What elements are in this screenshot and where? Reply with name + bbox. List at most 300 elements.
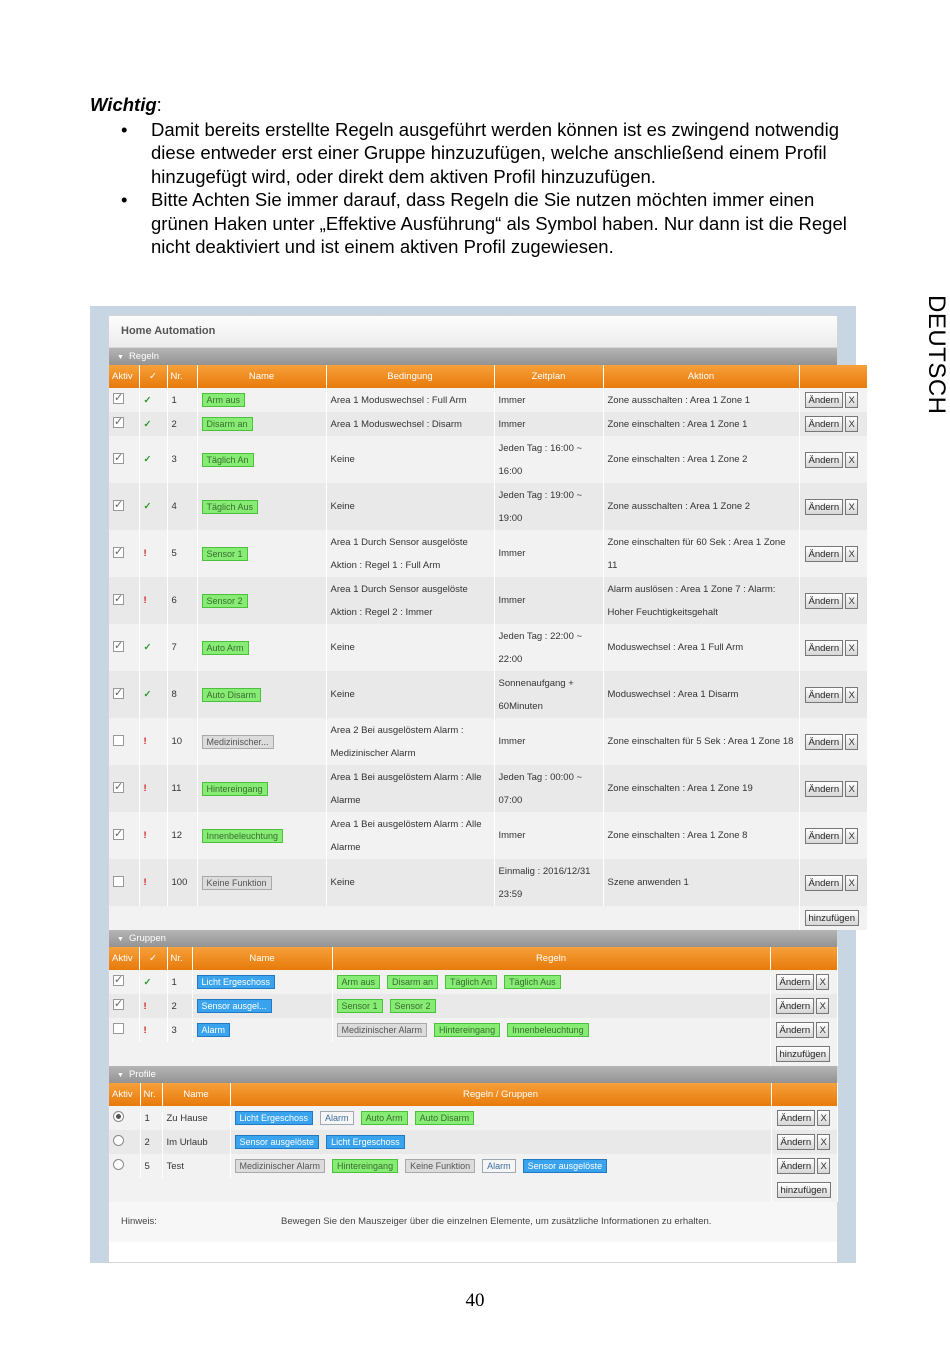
aktiv-cell [109,1154,140,1178]
profile-radio[interactable] [113,1159,124,1170]
aktiv-cell [109,671,139,718]
profile-item-tag[interactable]: Sensor ausgelöste [235,1135,320,1149]
warning-icon: ! [143,595,147,606]
rule-name-tag[interactable]: Auto Disarm [202,688,262,702]
rule-number: 1 [167,388,197,412]
profile-items-cell [230,1106,771,1130]
edit-button[interactable]: Ändern [805,392,844,408]
row-actions [799,859,867,906]
active-checkbox[interactable] [113,999,124,1010]
table-row [109,671,867,718]
section-header-profile[interactable] [109,1066,837,1083]
rules-body [109,388,867,930]
edit-button[interactable]: Ändern [805,734,844,750]
profile-number: 2 [140,1130,162,1154]
col-header-actions [771,1083,837,1106]
rule-tag[interactable]: Täglich Aus [504,975,561,989]
rule-tag[interactable]: Sensor 2 [390,999,436,1013]
edit-button[interactable]: Ändern [777,1110,816,1126]
section-header-gruppen[interactable] [109,930,837,947]
profile-number: 5 [140,1154,162,1178]
table-row [109,412,867,436]
aktiv-cell [109,859,139,906]
rule-tag[interactable]: Innenbeleuchtung [507,1023,589,1037]
col-header-effective: ✓ [139,947,167,970]
profile-item-tag[interactable]: Medizinischer Alarm [235,1159,326,1173]
home-automation-window [108,315,855,1263]
active-checkbox[interactable] [113,417,124,428]
schedule-cell: Jeden Tag : 00:00 ~ 07:00 [494,765,603,812]
add-row-spacer [109,1178,771,1202]
schedule-cell: Immer [494,577,603,624]
col-header-nr: Nr. [167,365,197,388]
edit-button[interactable]: Ändern [805,452,844,468]
row-actions [770,994,837,1018]
aktiv-cell [109,970,139,994]
hint-bar [109,1202,837,1242]
rule-name-tag[interactable]: Arm aus [202,393,246,407]
add-cell [799,906,867,930]
col-header-effective: ✓ [139,365,167,388]
name-cell [197,577,326,624]
active-checkbox[interactable] [113,1023,124,1034]
name-cell [197,388,326,412]
screenshot-frame [90,306,856,1263]
row-actions [770,970,837,994]
row-actions [799,388,867,412]
collapse-triangle-icon: ▼ [117,936,124,943]
check-icon: ✓ [143,418,152,430]
table-row [109,624,867,671]
active-checkbox[interactable] [113,500,124,511]
rule-name-tag[interactable]: Sensor 1 [202,547,248,561]
warning-icon: ! [143,1024,147,1036]
profile-name: Test [162,1154,230,1178]
schedule-cell: Einmalig : 2016/12/31 23:59 [494,859,603,906]
aktiv-cell [109,718,139,765]
intro-bullets [90,118,860,259]
action-cell: Zone einschalten für 60 Sek : Area 1 Zone 11 [603,530,799,577]
rule-name-tag[interactable]: Medizinischer... [202,735,274,749]
delete-button[interactable]: X [845,452,858,468]
row-actions [799,671,867,718]
name-cell [197,812,326,859]
name-cell [197,859,326,906]
schedule-cell: Sonnenaufgang + 60Minuten [494,671,603,718]
rule-tag[interactable]: Arm aus [337,975,381,989]
row-actions [799,765,867,812]
schedule-cell: Immer [494,412,603,436]
active-checkbox[interactable] [113,594,124,605]
profile-item-tag[interactable]: Auto Disarm [415,1111,475,1125]
active-checkbox[interactable] [113,829,124,840]
delete-button[interactable]: X [845,593,858,609]
intro-bullet-text: Bitte Achten Sie immer darauf, dass Regeln die Sie nutzen möchten immer einen grünen Haken unter „Effektive Ausführung“ als Symbol haben. Nur dann ist die Regel nicht deaktiviert und ist einem aktiven Profil zugewiesen. [151,189,847,257]
name-cell [197,765,326,812]
section-title: Profile [128,1069,156,1080]
delete-button[interactable]: X [817,1134,830,1150]
check-icon: ✓ [143,501,152,512]
edit-button[interactable]: Ändern [776,1022,815,1038]
aktiv-cell [109,530,139,577]
active-checkbox[interactable] [113,641,124,652]
delete-button[interactable]: X [816,974,829,990]
active-checkbox[interactable] [113,688,124,699]
action-cell: Zone einschalten für 5 Sek : Area 1 Zone 18 [603,718,799,765]
profile-item-tag[interactable]: Alarm [320,1111,354,1125]
profile-name: Zu Hause [162,1106,230,1130]
table-row [109,1018,837,1042]
edit-button[interactable]: Ändern [805,828,844,844]
delete-button[interactable]: X [845,781,858,797]
active-checkbox[interactable] [113,453,124,464]
rule-name-tag[interactable]: Hintereingang [202,782,268,796]
row-actions [771,1130,837,1154]
delete-button[interactable]: X [845,640,858,656]
aktiv-cell [109,1130,140,1154]
rule-name-tag[interactable]: Sensor 2 [202,594,248,608]
delete-button[interactable]: X [845,734,858,750]
action-cell: Szene anwenden 1 [603,859,799,906]
rule-name-tag[interactable]: Täglich Aus [202,500,259,514]
effective-cell [139,994,167,1018]
condition-cell: Area 1 Moduswechsel : Disarm [326,412,494,436]
schedule-cell: Immer [494,388,603,412]
warning-icon: ! [143,1000,147,1012]
profile-item-tag[interactable]: Sensor ausgelöste [523,1159,608,1173]
effective-cell [139,577,167,624]
effective-cell [139,671,167,718]
intro-bullet-text: Damit bereits erstellte Regeln ausgeführt werden können ist es zwingend notwendig diese entweder erst einer Gruppe hinzuzufügen, welche anschließend einem Profil hinzugefügt wird, oder direkt dem aktiven Profil hinzuzufügen. [151,118,839,187]
check-icon: ✓ [143,689,152,700]
action-cell: Alarm auslösen : Area 1 Zone 7 : Alarm: Hoher Feuchtigkeitsgehalt [603,577,799,624]
schedule-cell: Immer [494,718,603,765]
aktiv-cell [109,412,139,436]
table-row [109,1106,837,1130]
aktiv-cell [109,388,139,412]
profile-items-cell [230,1154,771,1178]
delete-button[interactable]: X [845,392,858,408]
profile-item-tag[interactable]: Licht Ergeschoss [235,1111,314,1125]
effective-cell [139,1018,167,1042]
delete-button[interactable]: X [817,1110,830,1126]
language-side-label: DEUTSCH [923,295,950,415]
rule-name-tag[interactable]: Auto Arm [202,641,249,655]
table-row [109,970,837,994]
condition-cell: Area 1 Bei ausgelöstem Alarm : Alle Alarme [326,812,494,859]
action-cell: Zone ausschalten : Area 1 Zone 1 [603,388,799,412]
edit-button[interactable]: Ändern [805,593,844,609]
col-header-name: Name [162,1083,230,1106]
edit-button[interactable]: Ändern [805,875,844,891]
edit-button[interactable]: Ändern [805,640,844,656]
row-actions [799,577,867,624]
rule-number: 8 [167,671,197,718]
group-number: 1 [167,970,192,994]
aktiv-cell [109,765,139,812]
table-row [109,1130,837,1154]
delete-button[interactable]: X [817,1158,830,1174]
aktiv-cell [109,1106,140,1130]
profile-item-tag[interactable]: Hintereingang [332,1159,398,1173]
rule-number: 4 [167,483,197,530]
delete-button[interactable]: X [845,546,858,562]
rule-number: 11 [167,765,197,812]
table-row [109,859,867,906]
edit-button[interactable]: Ändern [805,499,844,515]
profile-name: Im Urlaub [162,1130,230,1154]
rule-tag[interactable]: Täglich An [445,975,497,989]
delete-button[interactable]: X [845,499,858,515]
row-actions [799,812,867,859]
action-cell: Zone einschalten : Area 1 Zone 2 [603,436,799,483]
col-header-regeln-gruppen: Regeln / Gruppen [230,1083,771,1106]
effective-cell [139,624,167,671]
condition-cell: Area 2 Bei ausgelöstem Alarm : Medizinischer Alarm [326,718,494,765]
add-button[interactable]: hinzufügen [805,910,859,926]
intro-block [90,93,860,259]
name-cell [197,483,326,530]
name-cell [197,718,326,765]
action-cell: Moduswechsel : Area 1 Disarm [603,671,799,718]
col-header-nr: Nr. [140,1083,162,1106]
group-name-tag[interactable]: Alarm [197,1023,231,1037]
table-row [109,388,867,412]
delete-button[interactable]: X [845,828,858,844]
groups-table [109,947,838,1066]
aktiv-cell [109,624,139,671]
intro-bullet [90,118,860,189]
active-checkbox[interactable] [113,735,124,746]
col-header-regeln: Regeln [332,947,770,970]
effective-cell [139,412,167,436]
row-actions [799,483,867,530]
rule-number: 3 [167,436,197,483]
table-row [109,577,867,624]
edit-button[interactable]: Ändern [777,1158,816,1174]
profile-item-tag[interactable]: Keine Funktion [405,1159,475,1173]
profile-radio[interactable] [113,1135,124,1146]
active-checkbox[interactable] [113,393,124,404]
check-icon: ✓ [143,454,152,465]
rule-tag[interactable]: Medizinischer Alarm [337,1023,428,1037]
table-row [109,718,867,765]
effective-cell [139,859,167,906]
add-button[interactable]: hinzufügen [777,1182,831,1198]
profiles-body [109,1106,837,1202]
condition-cell: Keine [326,483,494,530]
section-header-regeln[interactable] [109,348,837,365]
active-checkbox[interactable] [113,876,124,887]
add-button[interactable]: hinzufügen [776,1046,830,1062]
collapse-triangle-icon: ▼ [117,354,124,361]
add-cell [770,1042,837,1066]
col-header-name: Name [197,365,326,388]
rule-tag[interactable]: Sensor 1 [337,999,383,1013]
action-cell: Zone einschalten : Area 1 Zone 8 [603,812,799,859]
active-checkbox[interactable] [113,547,124,558]
action-cell: Zone ausschalten : Area 1 Zone 2 [603,483,799,530]
name-cell [197,412,326,436]
name-cell [197,624,326,671]
schedule-cell: Immer [494,812,603,859]
delete-button[interactable]: X [816,998,829,1014]
hint-label: Hinweis: [121,1216,157,1227]
action-cell: Moduswechsel : Area 1 Full Arm [603,624,799,671]
collapse-triangle-icon: ▼ [117,1072,124,1079]
rule-number: 12 [167,812,197,859]
hint-text: Bewegen Sie den Mauszeiger über die einzelnen Elemente, um zusätzliche Informationen zu erhalten. [281,1216,712,1227]
table-row [109,765,867,812]
condition-cell: Area 1 Durch Sensor ausgelöste Aktion : Regel 1 : Full Arm [326,530,494,577]
check-icon: ✓ [143,976,152,988]
effective-cell [139,765,167,812]
effective-cell [139,388,167,412]
groups-body [109,970,837,1066]
delete-button[interactable]: X [845,687,858,703]
effective-cell [139,483,167,530]
rule-name-tag[interactable]: Keine Funktion [202,876,272,890]
group-name-tag[interactable]: Sensor ausgel... [197,999,272,1013]
aktiv-cell [109,1018,139,1042]
profile-number: 1 [140,1106,162,1130]
check-icon: ✓ [143,642,152,653]
edit-button[interactable]: Ändern [776,998,815,1014]
row-actions [799,624,867,671]
table-row [109,530,867,577]
name-cell [192,1018,332,1042]
active-checkbox[interactable] [113,782,124,793]
col-header-bedingung: Bedingung [326,365,494,388]
add-row [109,906,867,930]
page-number: 40 [465,1290,485,1311]
name-cell [197,671,326,718]
rule-name-tag[interactable]: Täglich An [202,453,254,467]
rule-number: 100 [167,859,197,906]
table-row [109,436,867,483]
col-header-aktiv: Aktiv [109,1083,140,1106]
effective-cell [139,812,167,859]
edit-button[interactable]: Ändern [805,687,844,703]
row-actions [799,718,867,765]
delete-button[interactable]: X [845,875,858,891]
rule-number: 10 [167,718,197,765]
schedule-cell: Jeden Tag : 19:00 ~ 19:00 [494,483,603,530]
rule-number: 7 [167,624,197,671]
rule-name-tag[interactable]: Innenbeleuchtung [202,829,284,843]
group-number: 3 [167,1018,192,1042]
group-name-tag[interactable]: Licht Ergeschoss [197,975,276,989]
table-row [109,483,867,530]
col-header-aktiv: Aktiv [109,947,139,970]
name-cell [192,970,332,994]
profile-item-tag[interactable]: Auto Arm [361,1111,408,1125]
edit-button[interactable]: Ändern [805,416,844,432]
table-row [109,1154,837,1178]
action-cell: Zone einschalten : Area 1 Zone 1 [603,412,799,436]
profile-items-cell [230,1130,771,1154]
condition-cell: Keine [326,624,494,671]
table-row [109,812,867,859]
intro-heading [90,93,860,117]
row-actions [799,436,867,483]
condition-cell: Area 1 Bei ausgelöstem Alarm : Alle Alarme [326,765,494,812]
check-icon: ✓ [143,394,152,406]
schedule-cell: Immer [494,530,603,577]
name-cell [197,436,326,483]
row-actions [799,530,867,577]
section-title: Gruppen [128,933,166,944]
rule-number: 5 [167,530,197,577]
profile-item-tag[interactable]: Licht Ergeschoss [326,1135,405,1149]
active-checkbox[interactable] [113,975,124,986]
group-rules-cell [332,1018,770,1042]
condition-cell: Keine [326,671,494,718]
profiles-table [109,1083,838,1202]
name-cell [192,994,332,1018]
aktiv-cell [109,994,139,1018]
rule-tag[interactable]: Hintereingang [434,1023,500,1037]
add-cell [771,1178,837,1202]
col-header-name: Name [192,947,332,970]
col-header-aktiv: Aktiv [109,365,139,388]
app-title: Home Automation [109,316,837,348]
rule-number: 2 [167,412,197,436]
delete-button[interactable]: X [816,1022,829,1038]
rules-table [109,365,868,930]
edit-button[interactable]: Ändern [805,546,844,562]
profile-radio[interactable] [113,1111,124,1122]
effective-cell [139,530,167,577]
condition-cell: Area 1 Moduswechsel : Full Arm [326,388,494,412]
edit-button[interactable]: Ändern [805,781,844,797]
aktiv-cell [109,812,139,859]
bullet-dot-icon: • [121,189,128,210]
add-row-spacer [109,906,799,930]
group-rules-cell [332,970,770,994]
warning-icon: ! [143,548,147,559]
condition-cell: Keine [326,859,494,906]
row-actions [770,1018,837,1042]
intro-title: Wichtig [90,94,157,115]
rule-name-tag[interactable]: Disarm an [202,417,253,431]
warning-icon: ! [143,783,147,794]
add-row [109,1042,837,1066]
warning-icon: ! [143,736,147,747]
col-header-actions [770,947,837,970]
col-header-nr: Nr. [167,947,192,970]
effective-cell [139,718,167,765]
profile-item-tag[interactable]: Alarm [482,1159,516,1173]
condition-cell: Area 1 Durch Sensor ausgelöste Aktion : Regel 2 : Immer [326,577,494,624]
intro-bullet [90,188,860,259]
add-row [109,1178,837,1202]
col-header-zeitplan: Zeitplan [494,365,603,388]
group-number: 2 [167,994,192,1018]
warning-icon: ! [143,877,147,888]
edit-button[interactable]: Ändern [776,974,815,990]
effective-cell [139,970,167,994]
warning-icon: ! [143,830,147,841]
edit-button[interactable]: Ändern [777,1134,816,1150]
rule-tag[interactable]: Disarm an [387,975,438,989]
col-header-actions [799,365,867,388]
row-actions [771,1154,837,1178]
schedule-cell: Jeden Tag : 16:00 ~ 16:00 [494,436,603,483]
delete-button[interactable]: X [845,416,858,432]
aktiv-cell [109,436,139,483]
col-header-aktion: Aktion [603,365,799,388]
